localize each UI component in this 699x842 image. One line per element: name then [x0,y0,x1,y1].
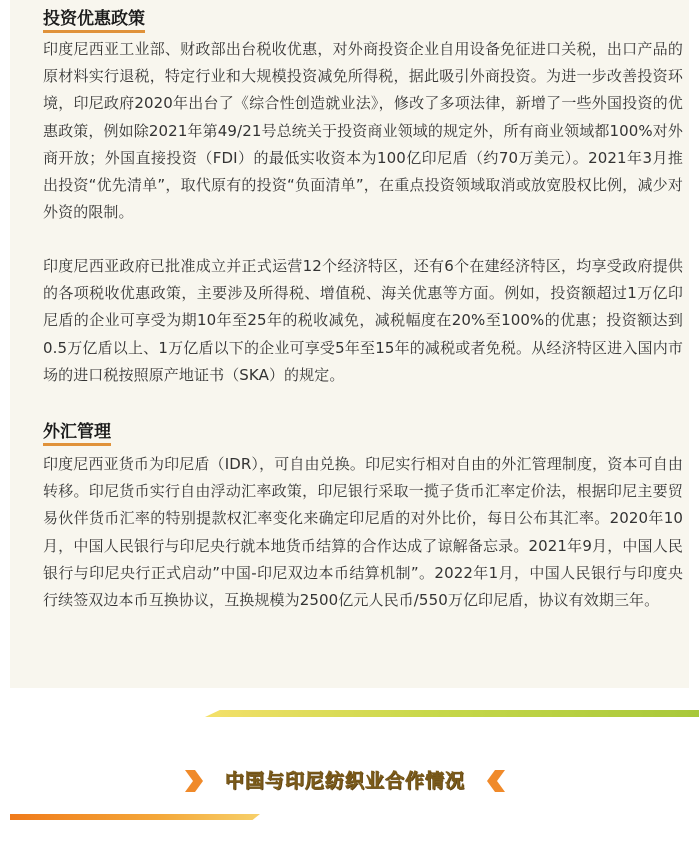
forex-management-title: 外汇管理 [43,421,111,446]
next-section-heading [0,766,699,798]
forex-management-paragraph: 印度尼西亚货币为印尼盾（IDR），可自由兑换。印尼实行相对自由的外汇管理制度，资本可自由转移。印尼货币实行自由浮动汇率政策，印尼银行采取一揽子货币汇率定价法，根据印尼主要贸易伙伴货币汇率的特别提款权汇率变化来确定印尼盾的对外比价，每日公布其汇率。2020年10月，中国人民银行与印尼央行就本地货币结算的合作达成了谅解备忘录。2021年9月，中国人民银行与印尼央行正式启动”中国-印尼双边本币结算机制”。2022年1月，中国人民银行与印度央行续签双边本币互换协议，互换规模为2500亿元人民币/550万亿印尼盾，协议有效期三年。 [43,455,683,610]
investment-policy-paragraph-2: 印度尼西亚政府已批准成立并正式运营12个经济特区，还有6个在建经济特区，均享受政府提供的各项税收优惠政策，主要涉及所得税、增值税、海关优惠等方面。例如，投资额超过1万亿印尼盾的企业可享受为期10年至25年的税收减免，减税幅度在20%至100%的优惠；投资额达到0.5万亿盾以上、1万亿盾以下的企业可享受5年至15年的减税或者免税。从经济特区进入国内市场的进口税按照原产地证书（SKA）的规定。 [43,257,683,384]
chevron-left-icon [487,770,507,792]
decorative-stripe-bottom [10,814,260,820]
decorative-stripe-top [205,710,699,717]
content-panel [10,0,689,688]
investment-policy-paragraph-1: 印度尼西亚工业部、财政部出台税收优惠，对外商投资企业自用设备免征进口关税，出口产品的原材料实行退税，特定行业和大规模投资减免所得税，据此吸引外商投资。为进一步改善投资环境，印尼政府2020年出台了《综合性创造就业法》，修改了多项法律，新增了一些外国投资的优惠政策，例如除2021年第49/21号总统关于投资商业领域的规定外，所有商业领域都100%对外商开放；外国直接投资（FDI）的最低实收资本为100亿印尼盾（约70万美元）。2021年3月推出投资“优先清单”，取代原有的投资“负面清单”，在重点投资领域取消或放宽股权比例，减少对外资的限制。 [43,40,683,222]
investment-policy-title: 投资优惠政策 [43,8,145,33]
next-section-heading-text: 中国与印尼纺织业合作情况 [224,770,465,792]
